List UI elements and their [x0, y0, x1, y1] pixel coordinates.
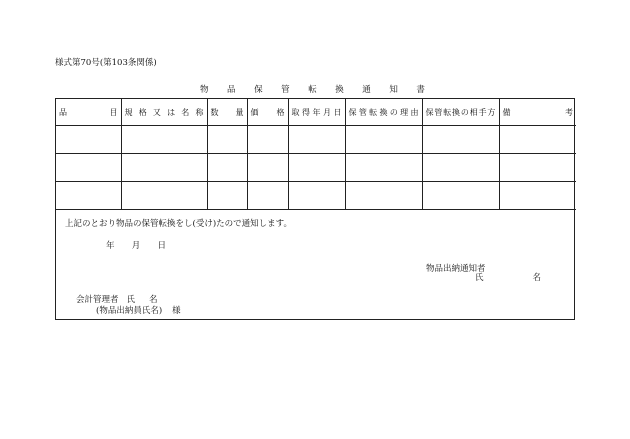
issuer-name-line [475, 271, 541, 283]
cell[interactable] [288, 126, 345, 154]
title-char: 知 [389, 85, 398, 95]
cell[interactable] [56, 154, 121, 182]
title-char: 転 [308, 85, 317, 95]
cell[interactable] [422, 126, 499, 154]
cell[interactable] [207, 154, 247, 182]
table-row [56, 182, 576, 210]
header-row [56, 99, 576, 126]
cell[interactable] [422, 182, 499, 210]
cell[interactable] [121, 182, 207, 210]
property-officer-label: (物品出納員氏名) [96, 306, 163, 316]
items-table [56, 99, 576, 210]
cell[interactable] [422, 154, 499, 182]
date-year-label: 年 [106, 241, 115, 251]
cell[interactable] [499, 126, 576, 154]
header-acquired-date: 取 得 年 月 日 [288, 99, 345, 126]
header-remarks: 備 考 [499, 99, 576, 126]
table-row [56, 126, 576, 154]
date-line [106, 239, 166, 251]
header-price: 価 格 [247, 99, 288, 126]
cell[interactable] [288, 154, 345, 182]
cell[interactable] [345, 126, 422, 154]
cell[interactable] [247, 154, 288, 182]
cell[interactable] [56, 182, 121, 210]
cell[interactable] [121, 154, 207, 182]
cell[interactable] [499, 154, 576, 182]
title-char: 品 [227, 85, 236, 95]
issuer-label: 物品出納通知者 [426, 264, 486, 274]
cell[interactable] [499, 182, 576, 210]
cell[interactable] [247, 182, 288, 210]
form-number: 様式第70号(第103条関係) [55, 58, 157, 68]
title-char: 書 [416, 85, 425, 95]
notice-text: 上記のとおり物品の保管転換をし(受け)たので通知します。 [65, 219, 292, 229]
header-reason: 保 管 転 換 の 理 由 [345, 99, 422, 126]
date-month-label: 月 [131, 241, 141, 251]
accountant-label: 会計管理者 [76, 295, 119, 305]
date-day-label: 日 [157, 241, 166, 251]
header-item: 品 目 [56, 99, 121, 126]
header-spec: 規 格 又 は 名 称 [121, 99, 207, 126]
cell[interactable] [121, 126, 207, 154]
title-char: 物 [200, 85, 209, 95]
header-quantity: 数 量 [207, 99, 247, 126]
cell[interactable] [247, 126, 288, 154]
table-row [56, 154, 576, 182]
header-counterparty: 保 管 転 換 の 相 手 方 [422, 99, 499, 126]
cell[interactable] [207, 126, 247, 154]
title-char: 換 [335, 85, 344, 95]
issuer-name-label-surname: 氏 [475, 273, 484, 283]
cell[interactable] [56, 126, 121, 154]
accountant-name: 氏 名 [126, 295, 158, 305]
title-char: 管 [281, 85, 290, 95]
cell[interactable] [345, 154, 422, 182]
form-frame [55, 98, 575, 320]
title-char: 通 [362, 85, 371, 95]
honorific: 様 [172, 306, 181, 316]
property-officer-line [96, 304, 181, 316]
cell[interactable] [288, 182, 345, 210]
cell[interactable] [345, 182, 422, 210]
title-char: 保 [254, 85, 263, 95]
document-title [200, 83, 425, 95]
cell[interactable] [207, 182, 247, 210]
issuer-name-label-given: 名 [532, 273, 541, 283]
